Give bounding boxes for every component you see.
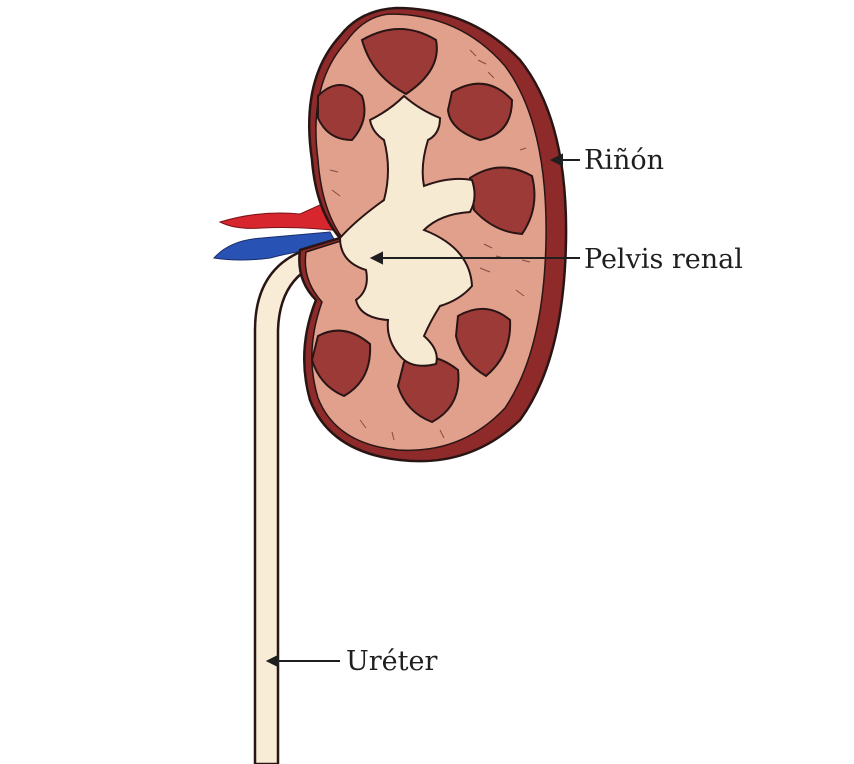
label-kidney: Riñón: [584, 145, 664, 176]
label-ureter: Uréter: [346, 646, 438, 677]
label-renal-pelvis: Pelvis renal: [584, 244, 743, 275]
